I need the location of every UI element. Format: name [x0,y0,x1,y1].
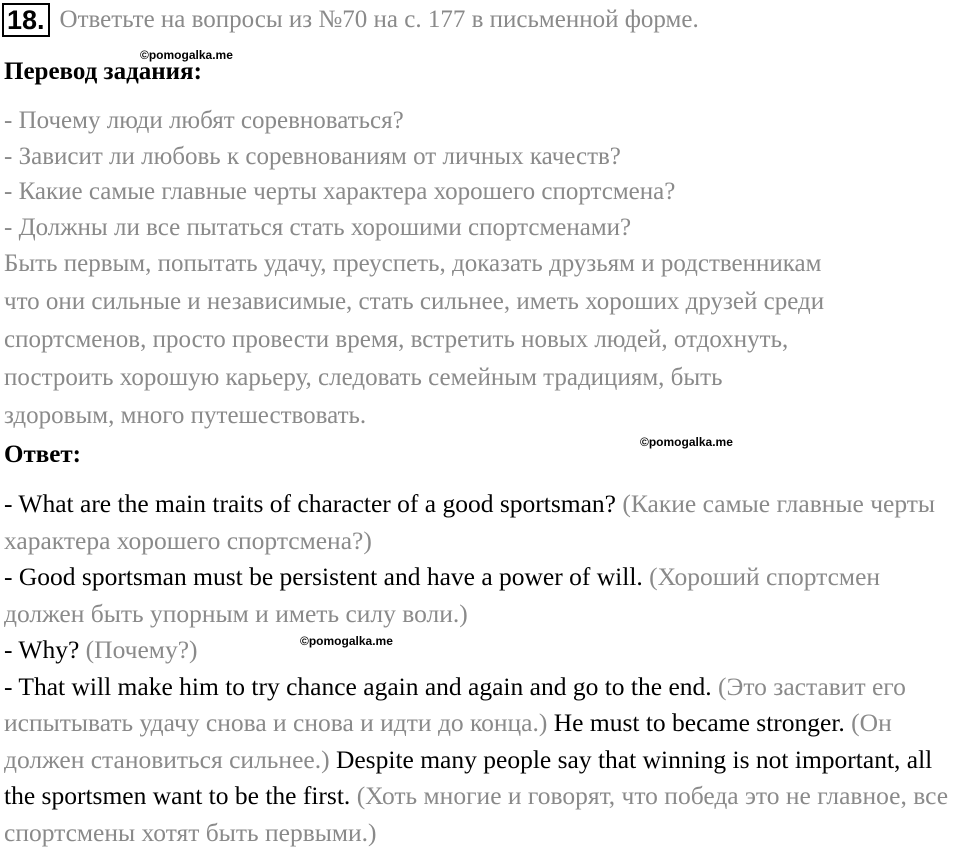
translation-questions [4,103,675,245]
answer-russian: (Он должен становиться сильнее.) [4,708,892,774]
task-number: 18. [2,3,50,37]
watermark: ©pomogalka.me [640,435,733,449]
answer-russian: (Какие самые главные черты характера хорошего спортсмена?) [4,489,935,555]
answer-item [4,632,954,669]
answer-english: - Why? [4,635,86,664]
watermark: ©pomogalka.me [140,48,233,62]
task-instruction: Ответьте на вопросы из №70 на с. 177 в письменной форме. [60,6,699,34]
watermark: ©pomogalka.me [300,634,393,648]
answer-russian: (Это заставит его испытывать удачу снова и снова и идти до конца.) [4,672,906,738]
paragraph-line: спортсменов, просто провести время, встретить новых людей, отдохнуть, [4,321,824,359]
paragraph-line: Быть первым, попытать удачу, преуспеть, доказать друзьям и родственникам [4,245,824,283]
answer-russian: (Хороший спортсмен должен быть упорным и иметь силу воли.) [4,562,880,628]
translation-heading: Перевод задания: [4,58,202,86]
answer-body [4,486,954,851]
answer-item [4,559,954,632]
answer-english: - Good sportsman must be persistent and have a power of will. [4,562,649,591]
answer-russian: (Почему?) [86,635,198,664]
question-line: - Зависит ли любовь к соревнованиям от личных качеств? [4,139,675,175]
answer-english: - That will make him to try chance again and again and go to the end. [4,672,718,701]
answer-item [4,669,954,851]
paragraph-line: здоровым, много путешествовать. [4,397,824,435]
question-line: - Почему люди любят соревноваться? [4,103,675,139]
question-line: - Какие самые главные черты характера хорошего спортсмена? [4,174,675,210]
answer-english: - What are the main traits of character of a good sportsman? [4,489,622,518]
translation-paragraph [4,245,824,435]
answer-heading: Ответ: [4,441,81,469]
answer-item [4,486,954,559]
answer-russian: (Хоть многие и говорят, что победа это не главное, все спортсмены хотят быть первыми.) [4,781,948,847]
answer-english: Despite many people say that winning is not important, all the sportsmen want to be the first. [4,745,932,811]
paragraph-line: что они сильные и независимые, стать сильнее, иметь хороших друзей среди [4,283,824,321]
answer-english: He must to became stronger. [547,708,851,737]
paragraph-line: построить хорошую карьеру, следовать семейным традициям, быть [4,359,824,397]
question-line: - Должны ли все пытаться стать хорошими спортсменами? [4,210,675,246]
task-header [2,2,699,38]
